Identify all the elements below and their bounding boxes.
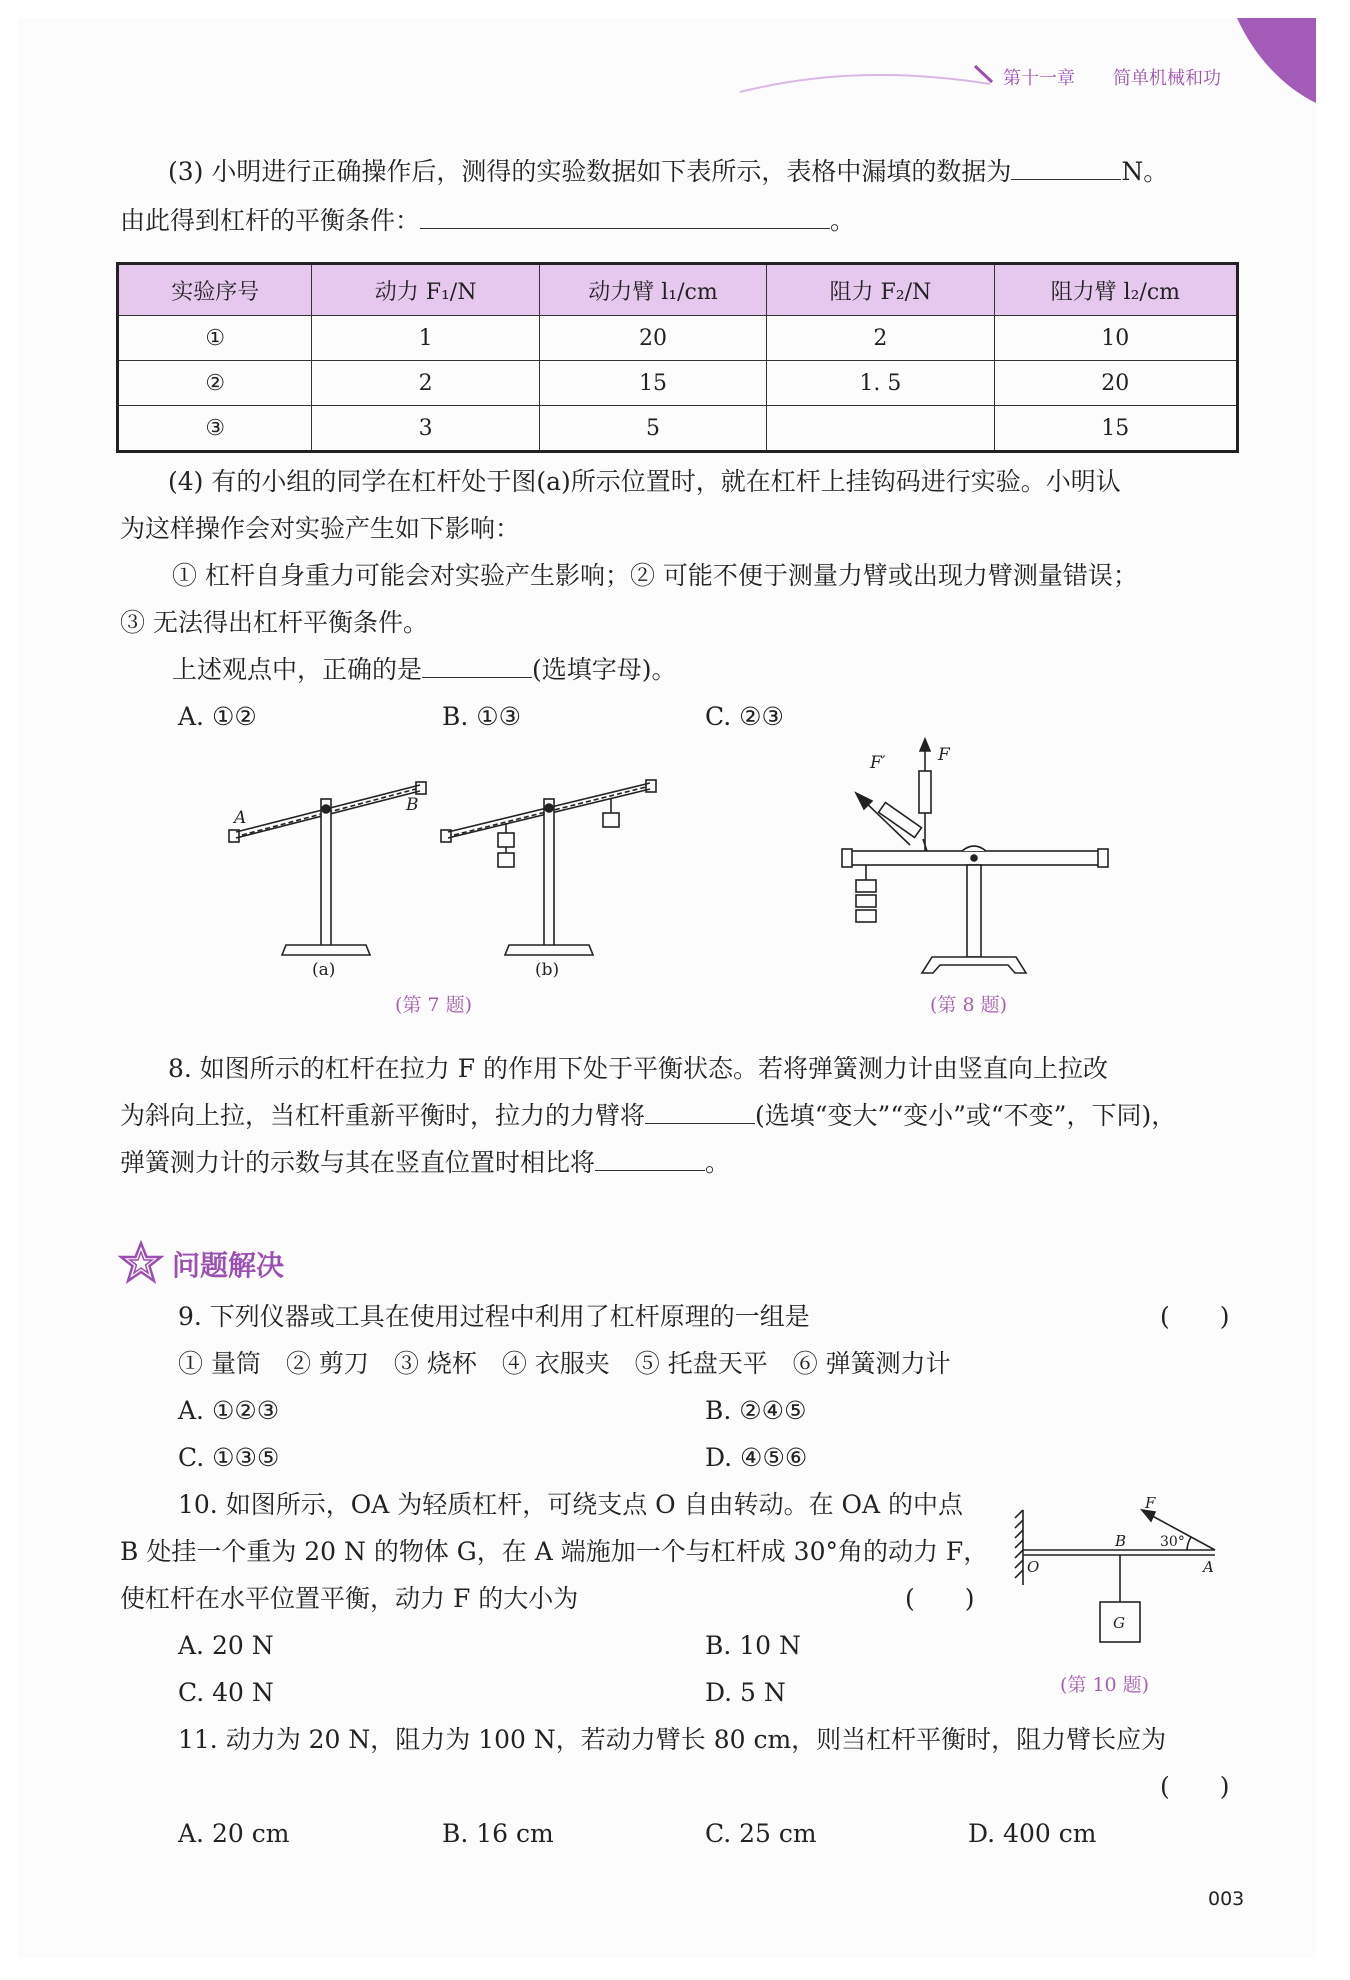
figure-7 (220, 765, 680, 985)
figure-8 (840, 735, 1120, 985)
section-title: 问题解决 (172, 1249, 285, 1282)
table-cell: 5 (539, 406, 766, 452)
q8-line2-text: 为斜向上拉，当杠杆重新平衡时，拉力的力臂将 (120, 1101, 646, 1130)
fig7-label-b-point: B (406, 795, 419, 815)
q7-p4-line5-text: 上述观点中，正确的是 (172, 655, 423, 684)
table-cell: 3 (312, 406, 539, 452)
q8-line3 (120, 1146, 730, 1180)
q11-stem: 11. 动力为 20 N，阻力为 100 N，若动力臂长 80 cm，则当杠杆平衡时，阻力臂长应为 (178, 1725, 1167, 1754)
table-cell: 1. 5 (767, 361, 994, 406)
option-c[interactable]: C. ①③⑤ (178, 1443, 280, 1472)
table-cell-missing (767, 406, 994, 452)
fig7a-caption: (a) (312, 960, 336, 980)
option-c[interactable]: C. ②③ (705, 702, 784, 731)
fig10-label-a: A (1203, 1558, 1214, 1576)
option-a[interactable]: A. 20 cm (178, 1819, 290, 1848)
answer-blank[interactable] (1011, 155, 1121, 180)
q9-answer-paren[interactable]: ( ) (1160, 1302, 1230, 1331)
figure-10-caption: (第 10 题) (1060, 1674, 1150, 1696)
figure-7b-lever (441, 780, 656, 955)
table-cell: 2 (312, 361, 539, 406)
fig10-angle: 30° (1160, 1534, 1185, 1550)
q9-items: ① 量筒 ② 剪刀 ③ 烧杯 ④ 衣服夹 ⑤ 托盘天平 ⑥ 弹簧测力计 (178, 1349, 951, 1378)
page-number: 003 (1208, 1888, 1245, 1910)
table-row (118, 406, 1238, 452)
answer-blank[interactable] (645, 1099, 755, 1124)
figure-7a-lever (229, 782, 426, 955)
figure-7-caption: (第 7 题) (395, 994, 472, 1016)
star-icon (118, 1240, 164, 1286)
option-c[interactable]: C. 40 N (178, 1678, 274, 1707)
figure-10 (1005, 1490, 1225, 1670)
q7-p4-line4: ③ 无法得出杠杆平衡条件。 (120, 608, 428, 637)
fig8-label-f: F (938, 745, 950, 765)
fig8-label-f-prime: F′ (870, 753, 886, 773)
q7-p4-line5 (172, 653, 677, 687)
q9-stem: 9. 下列仪器或工具在使用过程中利用了杠杆原理的一组是 (178, 1302, 810, 1331)
table-header-cell: 动力臂 l₁/cm (539, 264, 766, 316)
q7-p3-line2-text: 由此得到杠杆的平衡条件： (120, 206, 421, 235)
q7-p4-line3: ① 杠杆自身重力可能会对实验产生影响；② 可能不便于测量力臂或出现力臂测量错误； (172, 561, 1138, 590)
q7-p4-line5-end: (选填字母)。 (532, 655, 677, 684)
fig10-label-b: B (1115, 1532, 1127, 1550)
answer-blank[interactable] (420, 204, 830, 229)
q7-p4-line1: (4) 有的小组的同学在杠杆处于图(a)所示位置时，就在杠杆上挂钩码进行实验。小明认 (168, 467, 1121, 496)
corner-decoration (1215, 18, 1316, 103)
q8-line1: 8. 如图所示的杠杆在拉力 F 的作用下处于平衡状态。若将弹簧测力计由竖直向上拉改 (168, 1054, 1109, 1083)
option-b[interactable]: B. ②④⑤ (705, 1396, 807, 1425)
fig10-label-g: G (1113, 1614, 1125, 1632)
table-header-cell: 阻力 F₂/N (767, 264, 994, 316)
option-d[interactable]: D. 400 cm (968, 1819, 1097, 1848)
table-cell: 2 (767, 316, 994, 361)
table-row (118, 316, 1238, 361)
table-header-cell: 动力 F₁/N (312, 264, 539, 316)
answer-blank[interactable] (595, 1146, 705, 1171)
table-header-cell: 阻力臂 l₂/cm (994, 264, 1237, 316)
spring-scale-vertical (919, 771, 931, 813)
option-d[interactable]: D. 5 N (705, 1678, 786, 1707)
table-cell: 20 (994, 361, 1237, 406)
q10-line3: 使杠杆在水平位置平衡，动力 F 的大小为 (120, 1584, 579, 1613)
q10-line2: B 处挂一个重为 20 N 的物体 G，在 A 端施加一个与杠杆成 30°角的动力 F， (120, 1537, 989, 1566)
q7-p3-text-a: (3) 小明进行正确操作后，测得的实验数据如下表所示，表格中漏填的数据为 (168, 157, 1012, 186)
header-chapter: 第十一章 (1003, 68, 1075, 89)
q7-p3-line2 (120, 204, 855, 238)
table-cell: ③ (118, 406, 312, 452)
table-header-cell: 实验序号 (118, 264, 312, 316)
fig7b-caption: (b) (535, 960, 560, 980)
fig7-label-a-point: A (234, 808, 247, 828)
q10-answer-paren[interactable]: ( ) (905, 1584, 975, 1613)
table-header-row (118, 264, 1238, 316)
option-a[interactable]: A. ①② (178, 702, 257, 731)
table-cell: 1 (312, 316, 539, 361)
table-row (118, 361, 1238, 406)
fig10-label-f: F (1145, 1494, 1156, 1512)
fig10-label-o: O (1027, 1558, 1040, 1576)
answer-blank[interactable] (422, 653, 532, 678)
table-cell: 15 (994, 406, 1237, 452)
table-cell: 10 (994, 316, 1237, 361)
q8-line3-end: 。 (705, 1148, 731, 1177)
q7-p3-line1 (168, 155, 1168, 189)
header-swoosh-icon (720, 52, 1000, 96)
option-b[interactable]: B. 16 cm (442, 1819, 554, 1848)
option-a[interactable]: A. ①②③ (178, 1396, 280, 1425)
q11-answer-paren[interactable]: ( ) (1160, 1772, 1230, 1801)
q8-line3-text: 弹簧测力计的示数与其在竖直位置时相比将 (120, 1148, 596, 1177)
table-cell: ① (118, 316, 312, 361)
table-cell: 20 (539, 316, 766, 361)
table-cell: ② (118, 361, 312, 406)
figure-8-caption: (第 8 题) (930, 994, 1007, 1016)
q7-p3-line2-end: 。 (830, 206, 856, 235)
option-d[interactable]: D. ④⑤⑥ (705, 1443, 808, 1472)
data-table (116, 262, 1239, 453)
option-a[interactable]: A. 20 N (178, 1631, 274, 1660)
q7-p4-line2: 为这样操作会对实验产生如下影响： (120, 514, 521, 543)
q8-line2-end: (选填“变大”“变小”或“不变”，下同)， (755, 1101, 1177, 1130)
q7-p3-text-b: N。 (1121, 157, 1169, 186)
option-b[interactable]: B. 10 N (705, 1631, 801, 1660)
table-cell: 15 (539, 361, 766, 406)
option-c[interactable]: C. 25 cm (705, 1819, 817, 1848)
q10-line1: 10. 如图所示，OA 为轻质杠杆，可绕支点 O 自由转动。在 OA 的中点 (178, 1490, 964, 1519)
header-topic: 简单机械和功 (1113, 68, 1221, 89)
option-b[interactable]: B. ①③ (442, 702, 522, 731)
q8-line2 (120, 1099, 1176, 1133)
